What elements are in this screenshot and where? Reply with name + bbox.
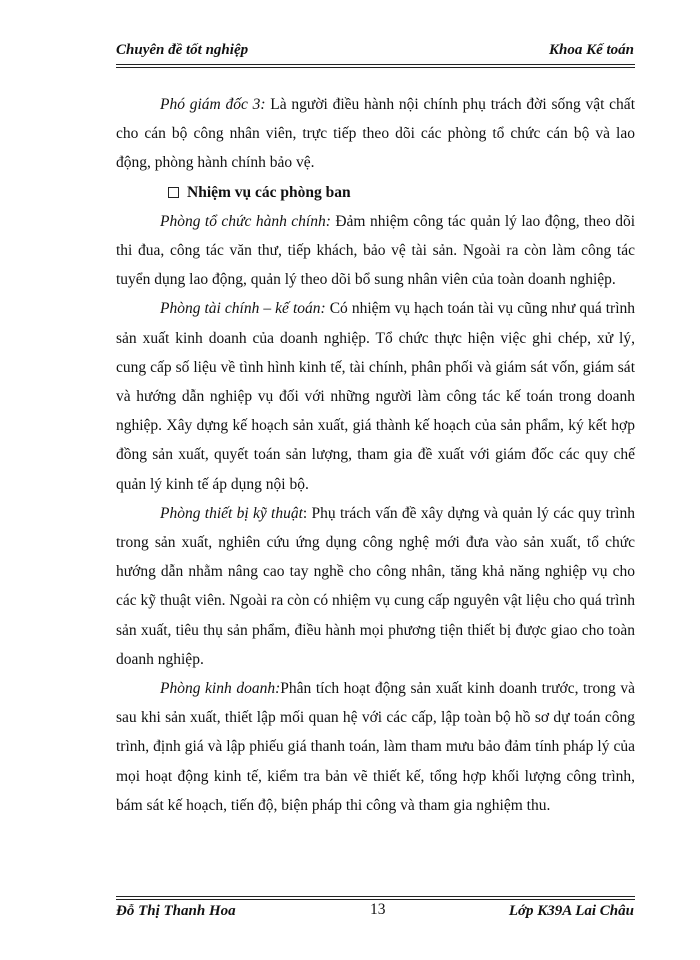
header-rule-double (116, 67, 635, 68)
paragraph-text: Là người điều hành nội chính phụ trách đời sống vật chất cho cán bộ công nhân viên, trực tiếp theo dõi các phòng tổ chức cán bộ và lao động, phòng hành chính bảo vệ. (116, 96, 635, 172)
paragraph-text: Phân tích hoạt động sản xuất kinh doanh trước, trong và sau khi sản xuất, thiết lập mối quan hệ với các cấp, lập toàn bộ hồ sơ dự toán công trình, định giá và lập phiếu giá thanh toán, làm tham mưu bảo đảm tính pháp lý của mọi hoạt động kinh tế, kiểm tra bản vẽ thiết kế, tổng hợp khối lượng công trình, bám sát kế hoạch, tiến độ, biện pháp thi công và tham gia nghiệm thu. (116, 680, 635, 814)
paragraph-admin-dept (116, 207, 635, 295)
page-header (116, 38, 634, 62)
header-title: Chuyên đề tốt nghiệp (116, 42, 249, 58)
paragraph-text: : Phụ trách vấn đề xây dựng và quản lý các quy trình trong sản xuất, nghiên cứu ứng dụng công nghệ mới đưa vào sản xuất, tổ chức hướng dẫn nhằm nâng cao tay nghề cho công nhân, tăng khả năng nghiệp vụ cho các kỹ thuật viên. Ngoài ra còn có nhiệm vụ cung cấp nguyên vật liệu cho quá trình sản xuất, tiêu thụ sản phẩm, điều hành mọi phương tiện thiết bị được giao cho toàn doanh nghiệp. (116, 504, 635, 668)
header-rule (116, 64, 635, 65)
paragraph-text: Đảm nhiệm công tác quản lý lao động, theo dõi thi đua, công tác văn thư, tiếp khách, bảo vệ tài sản. Ngoài ra còn làm công tác tuyển dụng lao động, quản lý theo dõi bổ sung nhân viên của toàn doanh nghiệp. (116, 212, 635, 289)
paragraph-finance-dept (116, 294, 635, 498)
section-heading (116, 178, 635, 207)
checkbox-bullet-icon (168, 187, 179, 198)
paragraph-lead: Phó giám đốc 3: (160, 96, 266, 113)
paragraph-deputy-director-3 (116, 90, 635, 178)
page-footer (116, 900, 634, 926)
paragraph-business-dept (116, 674, 635, 820)
footer-class: Lớp K39A Lai Châu (508, 903, 634, 919)
paragraph-lead: Phòng tài chính – kế toán: (160, 300, 326, 318)
paragraph-text: Có nhiệm vụ hạch toán tài vụ cũng như quá trình sản xuất kinh doanh của doanh nghiệp. Tổ chức thực hiện việc ghi chép, xử lý, cung cấp số liệu về tình hình kinh tế, tài chính, phân phối và giám sát vốn, giám sát và hướng dẫn nghiệp vụ đối với những người làm công tác kế toán trong doanh nghiệp. Xây dựng kế hoạch sản xuất, giá thành kế hoạch của sản phẩm, ký kết hợp đồng sản xuất, quyết toán sản lượng, tham gia đề xuất với giám đốc các quy chế quản lý kinh tế áp dụng nội bộ. (116, 300, 636, 493)
page-body (116, 90, 635, 820)
paragraph-technical-dept (116, 499, 635, 674)
section-heading-text: Nhiệm vụ các phòng ban (187, 183, 351, 201)
paragraph-lead: Phòng tổ chức hành chính: (160, 212, 331, 230)
paragraph-lead: Phòng thiết bị kỹ thuật (160, 504, 303, 522)
footer-rule (116, 896, 635, 897)
page-number: 13 (370, 901, 386, 918)
header-department: Khoa Kế toán (548, 42, 634, 58)
paragraph-lead: Phòng kinh doanh: (160, 680, 281, 698)
footer-author: Đỗ Thị Thanh Hoa (116, 903, 236, 919)
